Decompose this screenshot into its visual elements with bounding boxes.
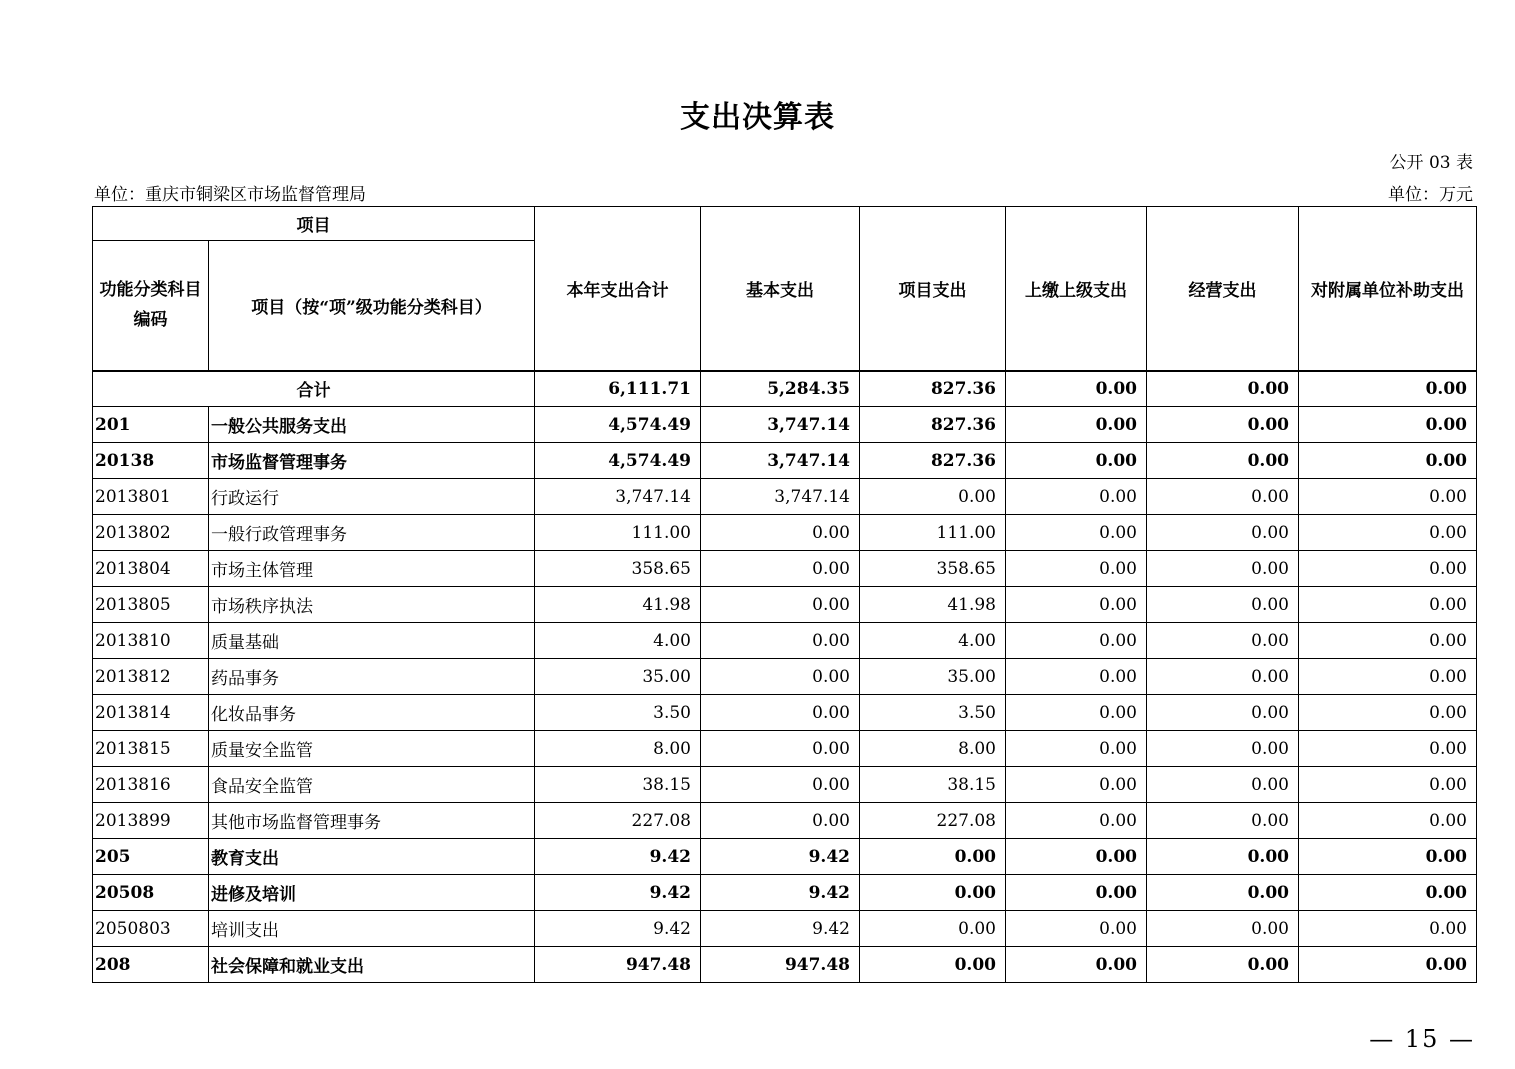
amount-cell: 0.00	[1006, 551, 1147, 587]
amount-cell: 0.00	[1006, 623, 1147, 659]
amount-cell: 0.00	[860, 479, 1006, 515]
item-name-cell: 一般行政管理事务	[209, 515, 535, 551]
table-row	[93, 875, 1477, 911]
amount-cell: 227.08	[535, 803, 701, 839]
function-code-cell: 201	[93, 407, 209, 443]
amount-cell: 0.00	[701, 695, 860, 731]
amount-cell: 4,574.49	[535, 443, 701, 479]
function-code-cell: 20138	[93, 443, 209, 479]
amount-cell: 0.00	[1147, 623, 1299, 659]
table-row	[93, 839, 1477, 875]
amount-cell: 0.00	[1006, 875, 1147, 911]
function-code-cell: 2013802	[93, 515, 209, 551]
amount-cell: 0.00	[701, 587, 860, 623]
amount-cell: 3,747.14	[701, 407, 860, 443]
item-name-cell: 药品事务	[209, 659, 535, 695]
total-label: 合计	[93, 371, 535, 407]
amount-cell: 0.00	[1147, 443, 1299, 479]
function-code-cell: 2013812	[93, 659, 209, 695]
amount-cell: 0.00	[1147, 659, 1299, 695]
column-header-business: 经营支出	[1147, 207, 1299, 371]
item-name-cell: 其他市场监督管理事务	[209, 803, 535, 839]
table-row	[93, 695, 1477, 731]
amount-cell: 827.36	[860, 443, 1006, 479]
amount-cell: 0.00	[1299, 551, 1477, 587]
total-cell: 0.00	[1147, 371, 1299, 407]
amount-cell: 38.15	[860, 767, 1006, 803]
amount-cell: 4.00	[860, 623, 1006, 659]
item-name-cell: 市场秩序执法	[209, 587, 535, 623]
amount-cell: 9.42	[701, 875, 860, 911]
amount-cell: 0.00	[1299, 947, 1477, 983]
amount-cell: 0.00	[1299, 731, 1477, 767]
amount-cell: 0.00	[1147, 731, 1299, 767]
amount-cell: 0.00	[1006, 587, 1147, 623]
item-name-cell: 市场主体管理	[209, 551, 535, 587]
table-row	[93, 947, 1477, 983]
function-code-cell: 2013814	[93, 695, 209, 731]
amount-cell: 0.00	[1147, 875, 1299, 911]
table-row	[93, 479, 1477, 515]
amount-cell: 9.42	[535, 875, 701, 911]
item-name-cell: 教育支出	[209, 839, 535, 875]
column-header-subsidy: 对附属单位补助支出	[1299, 207, 1477, 371]
organization-unit: 单位：重庆市铜梁区市场监督管理局	[94, 185, 366, 205]
total-cell: 0.00	[1006, 371, 1147, 407]
amount-cell: 0.00	[1006, 407, 1147, 443]
table-row	[93, 659, 1477, 695]
function-code-cell: 2050803	[93, 911, 209, 947]
amount-cell: 0.00	[1147, 767, 1299, 803]
amount-cell: 0.00	[701, 551, 860, 587]
amount-cell: 358.65	[860, 551, 1006, 587]
item-name-cell: 进修及培训	[209, 875, 535, 911]
item-name-cell: 化妆品事务	[209, 695, 535, 731]
code-column-header: 功能分类科目编码	[93, 241, 209, 371]
amount-cell: 35.00	[860, 659, 1006, 695]
amount-cell: 0.00	[701, 767, 860, 803]
amount-cell: 3,747.14	[701, 479, 860, 515]
amount-cell: 0.00	[1147, 407, 1299, 443]
amount-cell: 827.36	[860, 407, 1006, 443]
amount-cell: 0.00	[860, 947, 1006, 983]
amount-cell: 0.00	[860, 911, 1006, 947]
function-code-cell: 2013810	[93, 623, 209, 659]
column-header-remit: 上缴上级支出	[1006, 207, 1147, 371]
amount-cell: 0.00	[701, 731, 860, 767]
table-row	[93, 623, 1477, 659]
item-name-cell: 一般公共服务支出	[209, 407, 535, 443]
amount-cell: 3,747.14	[701, 443, 860, 479]
amount-cell: 0.00	[1299, 479, 1477, 515]
amount-cell: 0.00	[1299, 623, 1477, 659]
table-row	[93, 443, 1477, 479]
table-row	[93, 767, 1477, 803]
amount-cell: 0.00	[1299, 839, 1477, 875]
item-name-cell: 食品安全监管	[209, 767, 535, 803]
amount-cell: 0.00	[701, 803, 860, 839]
amount-cell: 0.00	[1147, 839, 1299, 875]
form-number: 公开 03 表	[1389, 153, 1473, 173]
amount-cell: 0.00	[701, 659, 860, 695]
amount-cell: 0.00	[1006, 659, 1147, 695]
amount-cell: 9.42	[535, 911, 701, 947]
amount-cell: 3,747.14	[535, 479, 701, 515]
amount-cell: 8.00	[535, 731, 701, 767]
amount-cell: 0.00	[860, 839, 1006, 875]
amount-cell: 0.00	[1147, 479, 1299, 515]
item-name-cell: 质量安全监管	[209, 731, 535, 767]
name-column-header: 项目（按“项”级功能分类科目）	[209, 241, 535, 371]
amount-cell: 0.00	[1299, 659, 1477, 695]
amount-cell: 947.48	[701, 947, 860, 983]
amount-cell: 0.00	[1299, 587, 1477, 623]
amount-cell: 0.00	[1006, 695, 1147, 731]
item-name-cell: 质量基础	[209, 623, 535, 659]
amount-cell: 0.00	[1006, 803, 1147, 839]
amount-cell: 0.00	[1006, 947, 1147, 983]
amount-cell: 0.00	[1147, 515, 1299, 551]
amount-cell: 0.00	[1006, 515, 1147, 551]
function-code-cell: 2013805	[93, 587, 209, 623]
amount-cell: 3.50	[535, 695, 701, 731]
total-cell: 6,111.71	[535, 371, 701, 407]
amount-cell: 0.00	[1006, 479, 1147, 515]
amount-cell: 0.00	[1147, 551, 1299, 587]
amount-cell: 0.00	[1147, 947, 1299, 983]
function-code-cell: 2013815	[93, 731, 209, 767]
amount-cell: 3.50	[860, 695, 1006, 731]
project-group-header: 项目	[93, 207, 535, 241]
function-code-cell: 2013899	[93, 803, 209, 839]
amount-cell: 41.98	[860, 587, 1006, 623]
amount-cell: 0.00	[1147, 695, 1299, 731]
amount-cell: 0.00	[1299, 695, 1477, 731]
page-number: — 15 —	[1369, 1025, 1475, 1053]
amount-cell: 4,574.49	[535, 407, 701, 443]
table-row	[93, 731, 1477, 767]
function-code-cell: 2013816	[93, 767, 209, 803]
function-code-cell: 2013801	[93, 479, 209, 515]
amount-cell: 9.42	[701, 839, 860, 875]
amount-cell: 0.00	[1299, 515, 1477, 551]
column-header-total: 本年支出合计	[535, 207, 701, 371]
amount-cell: 4.00	[535, 623, 701, 659]
amount-cell: 0.00	[1147, 911, 1299, 947]
amount-cell: 0.00	[860, 875, 1006, 911]
amount-cell: 0.00	[1299, 803, 1477, 839]
table-row	[93, 515, 1477, 551]
currency-unit: 单位：万元	[1388, 185, 1473, 205]
function-code-cell: 208	[93, 947, 209, 983]
function-code-cell: 20508	[93, 875, 209, 911]
amount-cell: 0.00	[1006, 839, 1147, 875]
amount-cell: 0.00	[1006, 911, 1147, 947]
table-row	[93, 407, 1477, 443]
item-name-cell: 社会保障和就业支出	[209, 947, 535, 983]
total-cell: 5,284.35	[701, 371, 860, 407]
amount-cell: 8.00	[860, 731, 1006, 767]
total-cell: 827.36	[860, 371, 1006, 407]
amount-cell: 0.00	[1299, 443, 1477, 479]
amount-cell: 947.48	[535, 947, 701, 983]
amount-cell: 0.00	[1147, 803, 1299, 839]
amount-cell: 0.00	[1299, 407, 1477, 443]
amount-cell: 35.00	[535, 659, 701, 695]
amount-cell: 9.42	[701, 911, 860, 947]
total-row	[93, 371, 1477, 407]
table-row	[93, 587, 1477, 623]
amount-cell: 38.15	[535, 767, 701, 803]
amount-cell: 0.00	[1299, 767, 1477, 803]
amount-cell: 0.00	[1006, 731, 1147, 767]
amount-cell: 0.00	[1299, 911, 1477, 947]
amount-cell: 0.00	[1006, 443, 1147, 479]
amount-cell: 0.00	[1147, 587, 1299, 623]
amount-cell: 0.00	[1006, 767, 1147, 803]
item-name-cell: 培训支出	[209, 911, 535, 947]
item-name-cell: 市场监督管理事务	[209, 443, 535, 479]
amount-cell: 111.00	[535, 515, 701, 551]
amount-cell: 358.65	[535, 551, 701, 587]
amount-cell: 227.08	[860, 803, 1006, 839]
column-header-project: 项目支出	[860, 207, 1006, 371]
page-title: 支出决算表	[680, 100, 835, 135]
expenditure-table	[92, 206, 1477, 983]
amount-cell: 0.00	[701, 623, 860, 659]
amount-cell: 41.98	[535, 587, 701, 623]
amount-cell: 0.00	[701, 515, 860, 551]
table-row	[93, 911, 1477, 947]
item-name-cell: 行政运行	[209, 479, 535, 515]
total-cell: 0.00	[1299, 371, 1477, 407]
amount-cell: 9.42	[535, 839, 701, 875]
amount-cell: 111.00	[860, 515, 1006, 551]
amount-cell: 0.00	[1299, 875, 1477, 911]
column-header-basic: 基本支出	[701, 207, 860, 371]
table-row	[93, 551, 1477, 587]
table-row	[93, 803, 1477, 839]
function-code-cell: 2013804	[93, 551, 209, 587]
function-code-cell: 205	[93, 839, 209, 875]
